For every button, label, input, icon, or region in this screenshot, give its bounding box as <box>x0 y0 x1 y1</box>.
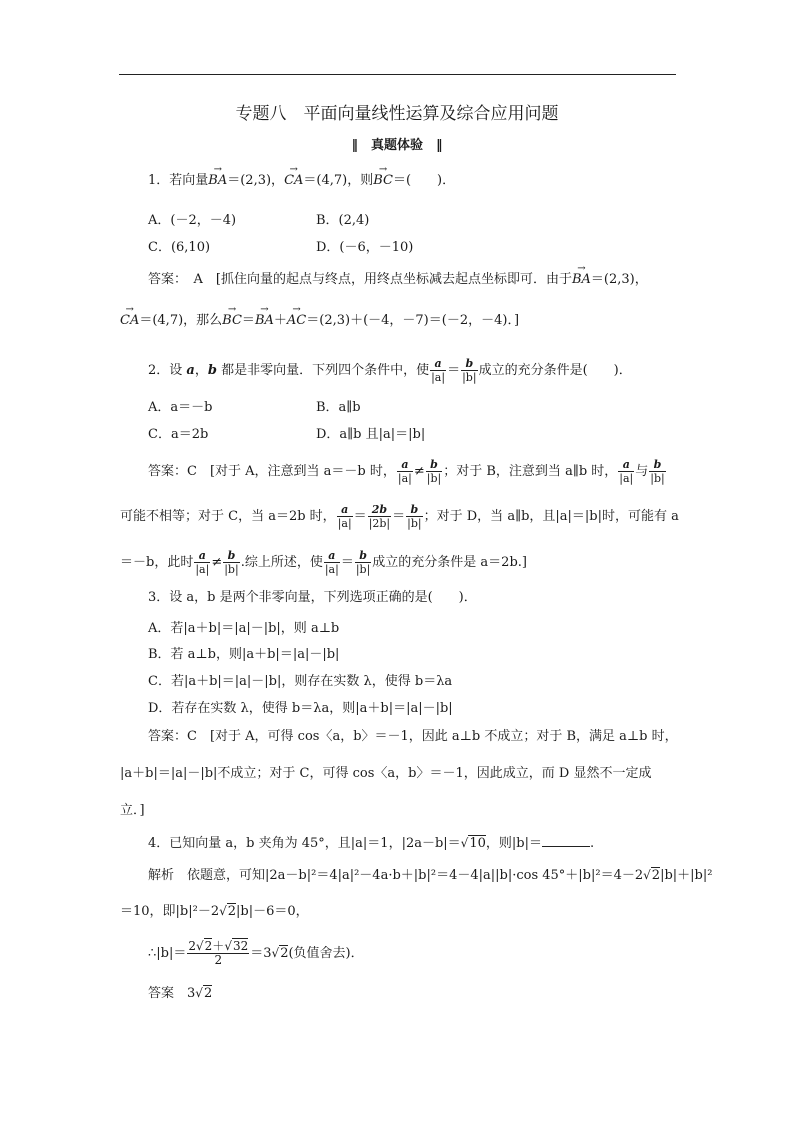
section-heading: ‖ 真题体验 ‖ <box>351 138 443 153</box>
question-3-stem: 3．设 a，b 是两个非零向量，下列选项正确的是( )． <box>148 590 477 605</box>
header-rule <box>119 74 676 75</box>
q3-option-a: A．若|a＋b|＝|a|－|b|，则 a⊥b <box>148 621 340 636</box>
question-4-stem: 4．已知向量 a，b 夹角为 45°，且|a|＝1，|2a－b|＝√10，则|b|＝ . <box>148 836 595 851</box>
q3-answer-line-1: 答案：C [对于 A，可得 cos〈a，b〉＝－1，因此 a⊥b 不成立；对于 B，满足 a⊥b 时， <box>148 729 678 744</box>
q1-option-a: A．(－2，－4) <box>148 213 237 228</box>
q2-option-b: B．a∥b <box>316 400 361 415</box>
q2-answer-line-2: 可能不相等；对于 C，当 a＝2b 时， $\frac{a}{|a|}$ ＝ $\frac{2b}{|2b|}$ ＝ $\frac{b}{|b|}$ ；对于 D，当 a∥b，且|a|＝|b|时，可能有 a <box>120 503 679 530</box>
q1-answer-line-1: 答案： A [抓住向量的起点与终点，用终点坐标减去起点坐标即可．由于→ BA＝(2,3)， <box>148 271 648 289</box>
page-title: 专题八 平面向量线性运算及综合应用问题 <box>235 104 559 124</box>
q1-option-c: C．(6,10) <box>148 240 211 255</box>
q1-option-d: D．(－6，－10) <box>316 240 414 255</box>
q2-answer-line-1: 答案：C [对于 A，注意到当 a＝－b 时， $\frac{a}{|a|}$ ≠ $\frac{b}{|b|}$ ；对于 B，注意到当 a∥b 时， $\frac{a}{|a|}$ 与 $\frac{b}{|b|}$ <box>148 458 665 485</box>
q3-option-c: C．若|a＋b|＝|a|－|b|，则存在实数 λ，使得 b＝λa <box>148 674 453 689</box>
q4-solution-line-1: 解析 依题意，可知|2a－b|²＝4|a|²－4a·b＋|b|²＝4－4|a||b|·cos 45°＋|b|²＝4－2√2|b|＋|b|² <box>148 868 713 883</box>
q3-answer-line-3: 立．] <box>120 803 145 818</box>
q2-option-d: D．a∥b 且|a|＝|b| <box>316 427 426 442</box>
q4-solution-line-3: ∴|b|＝ $\frac{2√2+√32}{2}$ ＝3√2(负值舍去)． <box>148 939 364 967</box>
q2-answer-line-3: ＝－b，此时 $\frac{a}{|a|}$ ≠ $\frac{b}{|b|}$ .综上所述，使 $\frac{a}{|a|}$ ＝ $\frac{b}{|b|}$ 成立的充分条件是 a＝2b.] <box>120 549 527 576</box>
q2-option-c: C．a＝2b <box>148 427 209 442</box>
q4-solution-line-2: ＝10，即|b|²－2√2|b|－6＝0， <box>120 904 309 919</box>
q2-option-a: A．a＝－b <box>148 400 213 415</box>
q3-answer-line-2: |a＋b|＝|a|－|b|不成立；对于 C，可得 cos〈a，b〉＝－1，因此成立，而 D 显然不一定成 <box>120 766 652 781</box>
question-2-stem: 2．设 a，b 都是非零向量．下列四个条件中，使 $\frac{a}{|a|}$ ＝ $\frac{b}{|b|}$ 成立的充分条件是( )． <box>148 357 632 384</box>
fraction-a: $\frac{a}{|a|}$ <box>431 357 446 384</box>
q3-option-b: B．若 a⊥b，则|a＋b|＝|a|－|b| <box>148 647 340 662</box>
q1-option-b: B．(2,4) <box>316 213 370 228</box>
answer-blank <box>542 846 590 847</box>
fraction-b: $\frac{b}{|b|}$ <box>462 357 477 384</box>
q3-option-d: D．若存在实数 λ，使得 b＝λa，则|a＋b|＝|a|－|b| <box>148 701 453 716</box>
q4-answer: 答案 3√2 <box>148 986 213 1001</box>
question-1-stem: 1．若向量→ BA＝(2,3)，→ CA＝(4,7)，则→ BC＝( )． <box>148 172 455 190</box>
q1-answer-line-2: → CA＝(4,7)，那么→ BC＝→ BA＋→ AC＝(2,3)＋(－4，－7)＝(－2，－4)．] <box>120 312 519 330</box>
